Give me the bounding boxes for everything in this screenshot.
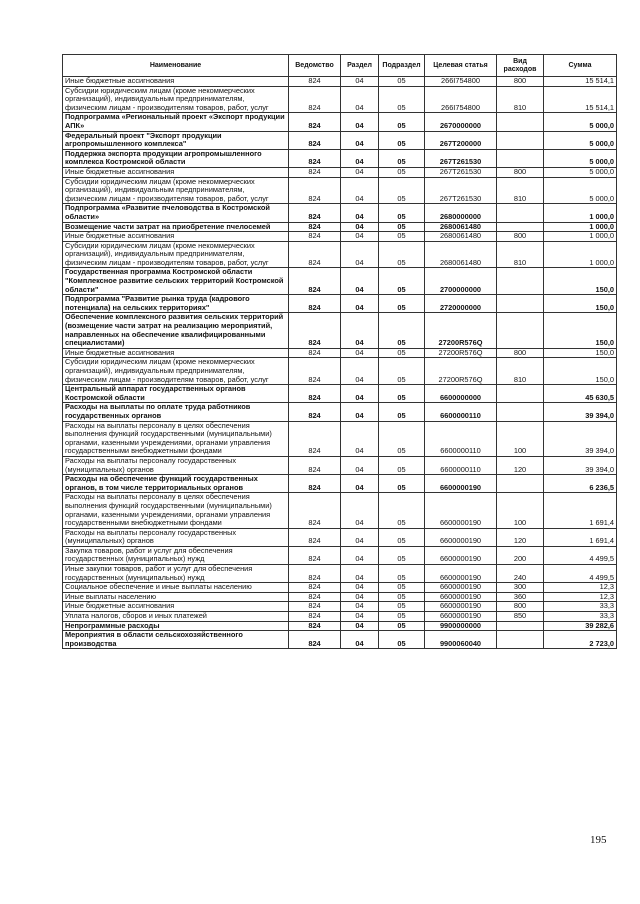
cell-cs: 2670000000: [425, 113, 497, 131]
cell-name: Расходы на выплаты персоналу в целях обеспечения выполнения функций государственными (муниципальными) органами, казенными учреждениями, органами управления государственными внебюджетными фондами: [63, 493, 289, 528]
cell-sum: 1 691,4: [544, 493, 617, 528]
cell-ved: 824: [289, 583, 341, 593]
cell-cs: 6600000190: [425, 592, 497, 602]
cell-razd: 04: [341, 149, 379, 167]
cell-cs: 2680061480: [425, 232, 497, 242]
cell-podr: 05: [379, 631, 425, 649]
table-row: [63, 222, 617, 232]
cell-vr: [497, 268, 544, 295]
cell-ved: 824: [289, 421, 341, 456]
cell-razd: 04: [341, 232, 379, 242]
cell-vr: 800: [497, 232, 544, 242]
cell-ved: 824: [289, 546, 341, 564]
cell-cs: 6600000110: [425, 403, 497, 421]
cell-sum: 1 000,0: [544, 232, 617, 242]
cell-sum: 1 000,0: [544, 241, 617, 268]
cell-sum: 5 000,0: [544, 149, 617, 167]
cell-vr: [497, 385, 544, 403]
cell-vr: [497, 222, 544, 232]
cell-razd: 04: [341, 358, 379, 385]
cell-name: Субсидии юридическим лицам (кроме некоммерческих организаций), индивидуальным предпринимателям, физическим лицам - производителям товаров, работ, услуг: [63, 241, 289, 268]
cell-podr: 05: [379, 602, 425, 612]
cell-podr: 05: [379, 241, 425, 268]
cell-ved: 824: [289, 358, 341, 385]
cell-podr: 05: [379, 268, 425, 295]
cell-razd: 04: [341, 77, 379, 87]
cell-cs: 6600000190: [425, 528, 497, 546]
cell-name: Иные бюджетные ассигнования: [63, 602, 289, 612]
cell-razd: 04: [341, 631, 379, 649]
cell-ved: 824: [289, 177, 341, 204]
cell-ved: 824: [289, 475, 341, 493]
cell-podr: 05: [379, 232, 425, 242]
cell-vr: [497, 313, 544, 348]
cell-sum: 39 282,6: [544, 621, 617, 631]
cell-cs: 267T200000: [425, 131, 497, 149]
header-sum: Сумма: [544, 55, 617, 77]
cell-sum: 4 499,5: [544, 565, 617, 583]
table-row: [63, 232, 617, 242]
cell-ved: 824: [289, 268, 341, 295]
cell-cs: 6600000190: [425, 583, 497, 593]
cell-ved: 824: [289, 612, 341, 622]
cell-name: Возмещение части затрат на приобретение пчелосемей: [63, 222, 289, 232]
cell-ved: 824: [289, 77, 341, 87]
cell-razd: 04: [341, 313, 379, 348]
cell-podr: 05: [379, 113, 425, 131]
cell-podr: 05: [379, 621, 425, 631]
cell-vr: [497, 204, 544, 222]
cell-podr: 05: [379, 421, 425, 456]
table-row: [63, 528, 617, 546]
cell-vr: 850: [497, 612, 544, 622]
cell-cs: 2720000000: [425, 295, 497, 313]
cell-ved: 824: [289, 167, 341, 177]
cell-sum: 12,3: [544, 583, 617, 593]
table-row: [63, 358, 617, 385]
cell-razd: 04: [341, 621, 379, 631]
cell-ved: 824: [289, 602, 341, 612]
cell-sum: 15 514,1: [544, 77, 617, 87]
cell-razd: 04: [341, 86, 379, 113]
cell-ved: 824: [289, 113, 341, 131]
cell-razd: 04: [341, 385, 379, 403]
cell-ved: 824: [289, 241, 341, 268]
table-row: [63, 421, 617, 456]
table-row: [63, 385, 617, 403]
table-row: [63, 403, 617, 421]
cell-vr: 120: [497, 456, 544, 474]
cell-ved: 824: [289, 456, 341, 474]
cell-name: Расходы на выплаты персоналу государственных (муниципальных) органов: [63, 456, 289, 474]
cell-sum: 1 000,0: [544, 204, 617, 222]
cell-sum: 150,0: [544, 358, 617, 385]
cell-name: Субсидии юридическим лицам (кроме некоммерческих организаций), индивидуальным предпринимателям, физическим лицам - производителям товаров, работ, услуг: [63, 358, 289, 385]
table-row: [63, 621, 617, 631]
cell-sum: 4 499,5: [544, 546, 617, 564]
cell-razd: 04: [341, 204, 379, 222]
cell-razd: 04: [341, 167, 379, 177]
cell-cs: 267T261530: [425, 177, 497, 204]
cell-cs: 266I754800: [425, 77, 497, 87]
cell-ved: 824: [289, 385, 341, 403]
header-vr: Вид расходов: [497, 55, 544, 77]
cell-vr: 810: [497, 177, 544, 204]
cell-sum: 5 000,0: [544, 177, 617, 204]
cell-sum: 150,0: [544, 268, 617, 295]
cell-razd: 04: [341, 222, 379, 232]
cell-sum: 5 000,0: [544, 113, 617, 131]
cell-cs: 27200R576Q: [425, 313, 497, 348]
cell-razd: 04: [341, 565, 379, 583]
cell-vr: [497, 631, 544, 649]
cell-ved: 824: [289, 149, 341, 167]
table-row: [63, 268, 617, 295]
cell-sum: 33,3: [544, 612, 617, 622]
cell-ved: 824: [289, 631, 341, 649]
cell-name: Федеральный проект "Экспорт продукции агропромышленного комплекса": [63, 131, 289, 149]
cell-cs: 2680061480: [425, 222, 497, 232]
cell-name: Мероприятия в области сельскохозяйственного производства: [63, 631, 289, 649]
cell-vr: 200: [497, 546, 544, 564]
cell-razd: 04: [341, 583, 379, 593]
table-row: [63, 131, 617, 149]
table-row: [63, 177, 617, 204]
cell-name: Иные выплаты населению: [63, 592, 289, 602]
cell-sum: 33,3: [544, 602, 617, 612]
cell-vr: 810: [497, 241, 544, 268]
cell-podr: 05: [379, 475, 425, 493]
cell-cs: 9900000000: [425, 621, 497, 631]
cell-name: Государственная программа Костромской области "Комплексное развитие сельских территорий Костромской области": [63, 268, 289, 295]
cell-razd: 04: [341, 592, 379, 602]
table-row: [63, 592, 617, 602]
cell-vr: [497, 403, 544, 421]
cell-podr: 05: [379, 565, 425, 583]
cell-podr: 05: [379, 313, 425, 348]
table-row: [63, 86, 617, 113]
cell-cs: 6600000190: [425, 612, 497, 622]
cell-name: Расходы на выплаты персоналу государственных (муниципальных) органов: [63, 528, 289, 546]
cell-ved: 824: [289, 295, 341, 313]
table-row: [63, 631, 617, 649]
cell-vr: 810: [497, 358, 544, 385]
cell-razd: 04: [341, 268, 379, 295]
cell-ved: 824: [289, 493, 341, 528]
cell-cs: 6600000110: [425, 421, 497, 456]
cell-vr: 120: [497, 528, 544, 546]
cell-vr: [497, 621, 544, 631]
table-row: [63, 583, 617, 593]
cell-podr: 05: [379, 358, 425, 385]
cell-razd: 04: [341, 113, 379, 131]
cell-name: Закупка товаров, работ и услуг для обеспечения государственных (муниципальных) нужд: [63, 546, 289, 564]
cell-podr: 05: [379, 177, 425, 204]
table-row: [63, 475, 617, 493]
cell-vr: [497, 113, 544, 131]
cell-sum: 150,0: [544, 348, 617, 358]
cell-name: Обеспечение комплексного развития сельских территорий (возмещение части затрат на реализацию мероприятий, направленных на обеспечение квалифицированными специалистами): [63, 313, 289, 348]
cell-sum: 150,0: [544, 313, 617, 348]
cell-razd: 04: [341, 602, 379, 612]
cell-name: Иные закупки товаров, работ и услуг для обеспечения государственных (муниципальных) нужд: [63, 565, 289, 583]
cell-podr: 05: [379, 528, 425, 546]
cell-sum: 5 000,0: [544, 167, 617, 177]
table-row: [63, 113, 617, 131]
cell-razd: 04: [341, 131, 379, 149]
cell-cs: 6600000110: [425, 456, 497, 474]
header-razd: Раздел: [341, 55, 379, 77]
table-row: [63, 295, 617, 313]
cell-razd: 04: [341, 241, 379, 268]
cell-name: Иные бюджетные ассигнования: [63, 77, 289, 87]
cell-cs: 6600000000: [425, 385, 497, 403]
cell-name: Поддержка экспорта продукции агропромышленного комплекса Костромской области: [63, 149, 289, 167]
cell-podr: 05: [379, 385, 425, 403]
cell-podr: 05: [379, 295, 425, 313]
cell-cs: 267T261530: [425, 149, 497, 167]
cell-name: Расходы на выплаты персоналу в целях обеспечения выполнения функций государственными (муниципальными) органами, казенными учреждениями, органами управления государственными внебюджетными фондами: [63, 421, 289, 456]
cell-name: Субсидии юридическим лицам (кроме некоммерческих организаций), индивидуальным предпринимателям, физическим лицам - производителям товаров, работ, услуг: [63, 177, 289, 204]
cell-podr: 05: [379, 86, 425, 113]
cell-vr: 800: [497, 167, 544, 177]
cell-podr: 05: [379, 403, 425, 421]
cell-name: Иные бюджетные ассигнования: [63, 167, 289, 177]
cell-ved: 824: [289, 232, 341, 242]
header-name: Наименование: [63, 55, 289, 77]
cell-cs: 27200R576Q: [425, 348, 497, 358]
cell-ved: 824: [289, 403, 341, 421]
cell-cs: 6600000190: [425, 565, 497, 583]
cell-cs: 2680061480: [425, 241, 497, 268]
cell-ved: 824: [289, 131, 341, 149]
cell-vr: 300: [497, 583, 544, 593]
cell-ved: 824: [289, 621, 341, 631]
cell-sum: 12,3: [544, 592, 617, 602]
cell-vr: 240: [497, 565, 544, 583]
table-row: [63, 602, 617, 612]
cell-ved: 824: [289, 528, 341, 546]
cell-name: Расходы на выплаты по оплате труда работников государственных органов: [63, 403, 289, 421]
cell-name: Иные бюджетные ассигнования: [63, 348, 289, 358]
cell-razd: 04: [341, 421, 379, 456]
table-row: [63, 149, 617, 167]
table-header-row: [63, 55, 617, 77]
cell-razd: 04: [341, 612, 379, 622]
cell-cs: 6600000190: [425, 602, 497, 612]
cell-cs: 267T261530: [425, 167, 497, 177]
cell-name: Подпрограмма «Региональный проект «Экспорт продукции АПК»: [63, 113, 289, 131]
budget-table: [62, 54, 617, 649]
cell-cs: 9900060040: [425, 631, 497, 649]
cell-ved: 824: [289, 565, 341, 583]
cell-podr: 05: [379, 77, 425, 87]
cell-razd: 04: [341, 546, 379, 564]
cell-vr: 800: [497, 77, 544, 87]
header-cs: Целевая статья: [425, 55, 497, 77]
cell-ved: 824: [289, 348, 341, 358]
cell-sum: 150,0: [544, 295, 617, 313]
cell-podr: 05: [379, 149, 425, 167]
cell-razd: 04: [341, 456, 379, 474]
cell-sum: 39 394,0: [544, 403, 617, 421]
cell-razd: 04: [341, 528, 379, 546]
cell-podr: 05: [379, 592, 425, 602]
cell-podr: 05: [379, 493, 425, 528]
cell-ved: 824: [289, 313, 341, 348]
cell-vr: 800: [497, 348, 544, 358]
cell-cs: 2700000000: [425, 268, 497, 295]
cell-sum: 39 394,0: [544, 456, 617, 474]
cell-razd: 04: [341, 295, 379, 313]
cell-name: Социальное обеспечение и иные выплаты населению: [63, 583, 289, 593]
cell-podr: 05: [379, 612, 425, 622]
cell-vr: 800: [497, 602, 544, 612]
table-row: [63, 77, 617, 87]
cell-podr: 05: [379, 222, 425, 232]
cell-vr: 810: [497, 86, 544, 113]
cell-razd: 04: [341, 177, 379, 204]
cell-name: Иные бюджетные ассигнования: [63, 232, 289, 242]
table-row: [63, 167, 617, 177]
header-ved: Ведомство: [289, 55, 341, 77]
cell-cs: 6600000190: [425, 475, 497, 493]
cell-ved: 824: [289, 222, 341, 232]
cell-podr: 05: [379, 131, 425, 149]
cell-razd: 04: [341, 403, 379, 421]
cell-podr: 05: [379, 456, 425, 474]
cell-vr: [497, 131, 544, 149]
cell-vr: 100: [497, 493, 544, 528]
cell-name: Расходы на обеспечение функций государственных органов, в том числе территориальных органов: [63, 475, 289, 493]
table-row: [63, 348, 617, 358]
cell-sum: 15 514,1: [544, 86, 617, 113]
cell-sum: 5 000,0: [544, 131, 617, 149]
cell-sum: 45 630,5: [544, 385, 617, 403]
page-number: 195: [590, 834, 607, 846]
cell-vr: 360: [497, 592, 544, 602]
cell-podr: 05: [379, 348, 425, 358]
cell-name: Субсидии юридическим лицам (кроме некоммерческих организаций), индивидуальным предпринимателям, физическим лицам - производителям товаров, работ, услуг: [63, 86, 289, 113]
header-podr: Подраздел: [379, 55, 425, 77]
cell-ved: 824: [289, 592, 341, 602]
cell-sum: 39 394,0: [544, 421, 617, 456]
cell-name: Центральный аппарат государственных органов Костромской области: [63, 385, 289, 403]
cell-razd: 04: [341, 475, 379, 493]
cell-vr: [497, 475, 544, 493]
cell-name: Подпрограмма «Развитие пчеловодства в Костромской области»: [63, 204, 289, 222]
cell-cs: 6600000190: [425, 546, 497, 564]
cell-ved: 824: [289, 86, 341, 113]
table-row: [63, 612, 617, 622]
table-row: [63, 241, 617, 268]
cell-podr: 05: [379, 204, 425, 222]
cell-vr: 100: [497, 421, 544, 456]
cell-podr: 05: [379, 546, 425, 564]
table-row: [63, 456, 617, 474]
cell-sum: 2 723,0: [544, 631, 617, 649]
cell-ved: 824: [289, 204, 341, 222]
cell-vr: [497, 149, 544, 167]
cell-razd: 04: [341, 348, 379, 358]
table-row: [63, 565, 617, 583]
table-row: [63, 204, 617, 222]
table-row: [63, 313, 617, 348]
cell-name: Непрограммные расходы: [63, 621, 289, 631]
table-row: [63, 546, 617, 564]
cell-cs: 2680000000: [425, 204, 497, 222]
cell-podr: 05: [379, 583, 425, 593]
cell-name: Уплата налогов, сборов и иных платежей: [63, 612, 289, 622]
cell-podr: 05: [379, 167, 425, 177]
cell-cs: 27200R576Q: [425, 358, 497, 385]
cell-vr: [497, 295, 544, 313]
cell-sum: 1 000,0: [544, 222, 617, 232]
cell-razd: 04: [341, 493, 379, 528]
cell-sum: 6 236,5: [544, 475, 617, 493]
cell-name: Подпрограмма "Развитие рынка труда (кадрового потенциала) на сельских территориях": [63, 295, 289, 313]
table-body: [63, 77, 617, 649]
cell-cs: 266I754800: [425, 86, 497, 113]
cell-cs: 6600000190: [425, 493, 497, 528]
cell-sum: 1 691,4: [544, 528, 617, 546]
table-row: [63, 493, 617, 528]
